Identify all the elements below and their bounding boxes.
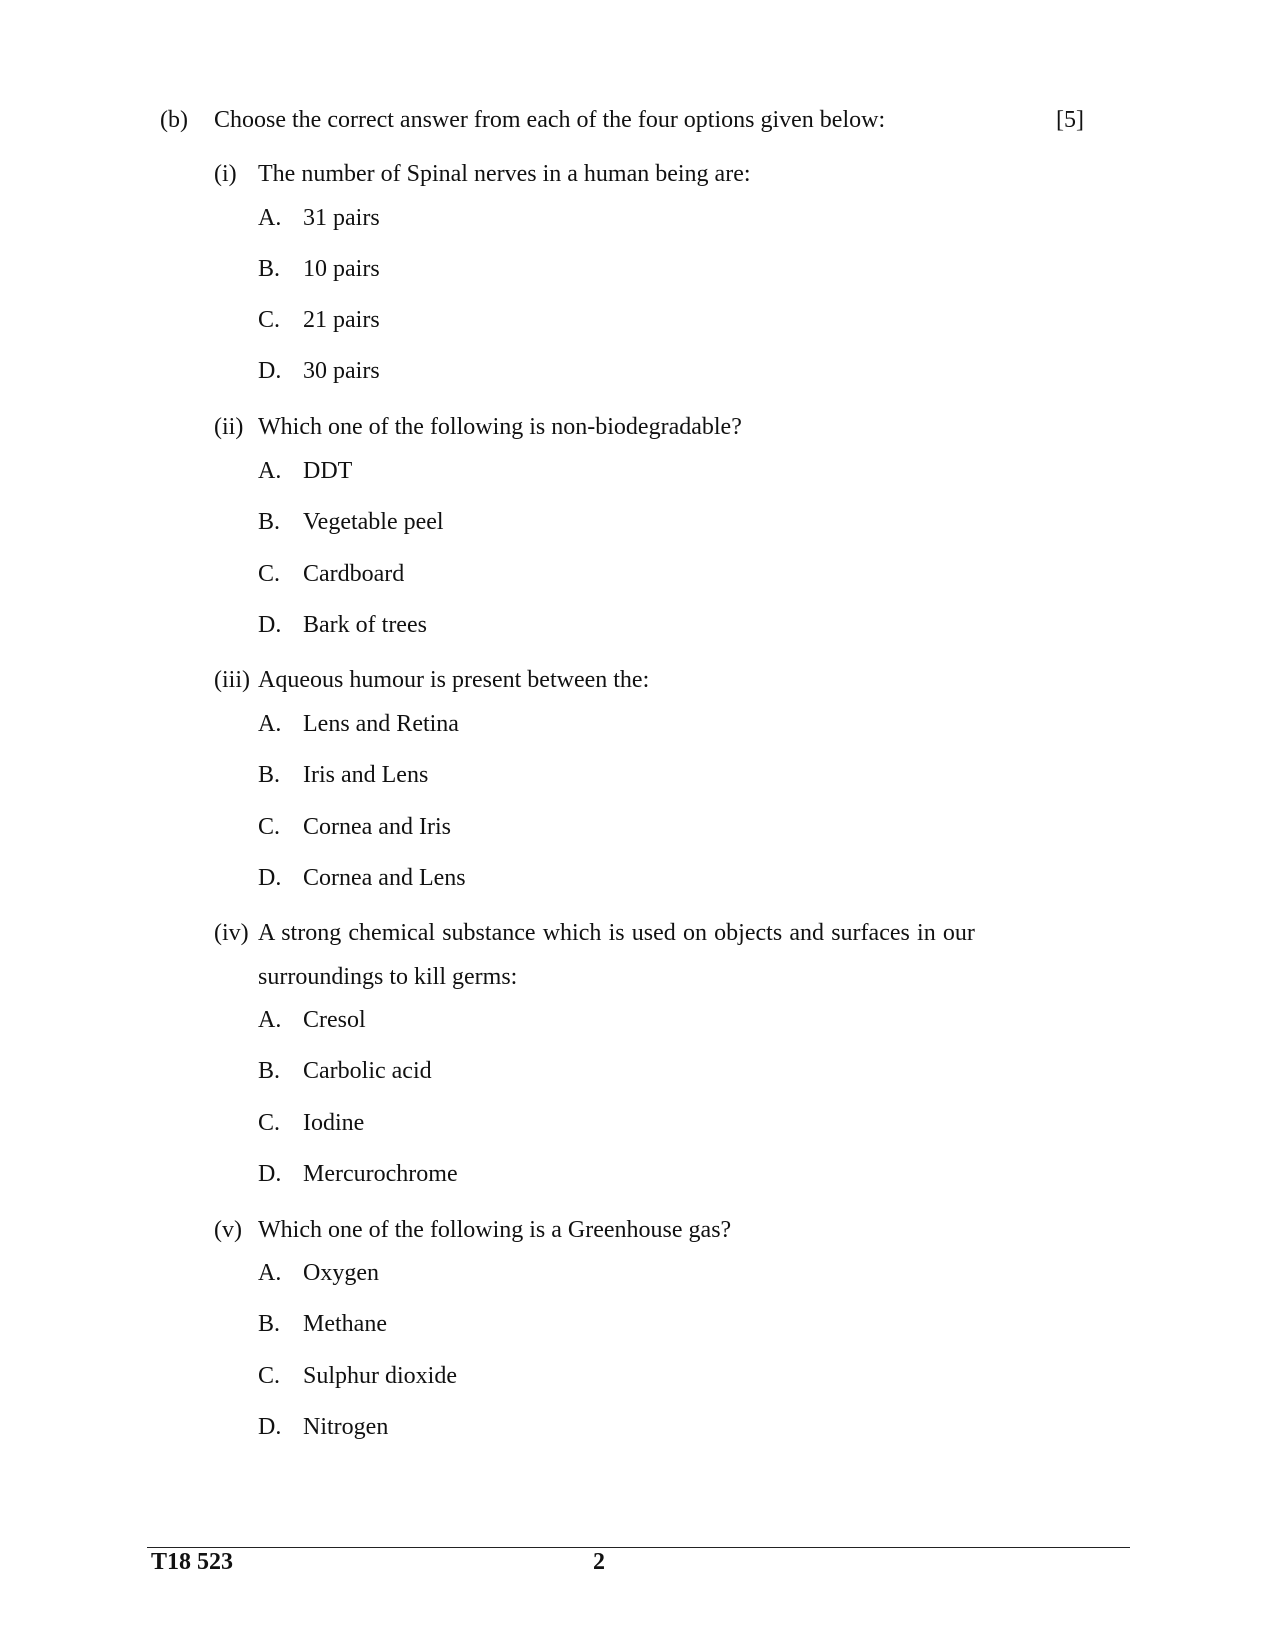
option-text: Lens and Retina bbox=[303, 711, 459, 737]
section-label: (b) bbox=[160, 107, 188, 133]
option-text: Iris and Lens bbox=[303, 762, 429, 788]
option-text: Iodine bbox=[303, 1110, 365, 1136]
option-text: Vegetable peel bbox=[303, 509, 444, 535]
option-letter: C. bbox=[258, 307, 281, 333]
option-text: Mercurochrome bbox=[303, 1161, 458, 1187]
option-letter: C. bbox=[258, 1363, 281, 1389]
paper-code: T18 523 bbox=[151, 1549, 234, 1575]
section-instruction: Choose the correct answer from each of the four options given below: bbox=[214, 107, 886, 133]
option-letter: C. bbox=[258, 1110, 281, 1136]
option-text: Carbolic acid bbox=[303, 1058, 432, 1084]
question-text: Which one of the following is non-biodegradable? bbox=[258, 414, 742, 440]
option-text: Cresol bbox=[303, 1007, 366, 1033]
question-text: The number of Spinal nerves in a human being are: bbox=[258, 161, 751, 187]
question-number: (i) bbox=[214, 161, 237, 187]
option-letter: A. bbox=[258, 711, 282, 737]
option-text: Nitrogen bbox=[303, 1414, 389, 1440]
option-letter: A. bbox=[258, 458, 282, 484]
option-text: 10 pairs bbox=[303, 256, 380, 282]
question-number: (v) bbox=[214, 1217, 242, 1243]
question-number: (iv) bbox=[214, 920, 249, 946]
page-number: 2 bbox=[593, 1549, 605, 1575]
option-letter: A. bbox=[258, 1260, 282, 1286]
option-text: Oxygen bbox=[303, 1260, 379, 1286]
option-text: Cardboard bbox=[303, 561, 405, 587]
question-number: (iii) bbox=[214, 667, 250, 693]
question-number: (ii) bbox=[214, 414, 244, 440]
option-letter: B. bbox=[258, 509, 281, 535]
option-text: Bark of trees bbox=[303, 612, 427, 638]
option-text: 31 pairs bbox=[303, 205, 380, 231]
option-letter: D. bbox=[258, 1414, 282, 1440]
option-text: Cornea and Lens bbox=[303, 865, 466, 891]
option-letter: B. bbox=[258, 762, 281, 788]
question-text: A strong chemical substance which is used on objects and surfaces in our bbox=[258, 920, 975, 946]
option-text: 21 pairs bbox=[303, 307, 380, 333]
footer-divider bbox=[147, 1547, 1130, 1548]
question-text: Aqueous humour is present between the: bbox=[258, 667, 650, 693]
option-letter: B. bbox=[258, 256, 281, 282]
option-letter: A. bbox=[258, 205, 282, 231]
option-text: Methane bbox=[303, 1311, 387, 1337]
option-letter: B. bbox=[258, 1058, 281, 1084]
option-letter: C. bbox=[258, 561, 281, 587]
option-text: 30 pairs bbox=[303, 358, 380, 384]
option-letter: B. bbox=[258, 1311, 281, 1337]
option-text: DDT bbox=[303, 458, 353, 484]
option-letter: C. bbox=[258, 814, 281, 840]
question-text-continued: surroundings to kill germs: bbox=[258, 964, 518, 990]
question-text: Which one of the following is a Greenhouse gas? bbox=[258, 1217, 732, 1243]
option-text: Sulphur dioxide bbox=[303, 1363, 457, 1389]
option-letter: D. bbox=[258, 612, 282, 638]
option-text: Cornea and Iris bbox=[303, 814, 451, 840]
option-letter: A. bbox=[258, 1007, 282, 1033]
section-marks: [5] bbox=[1056, 107, 1084, 133]
option-letter: D. bbox=[258, 865, 282, 891]
option-letter: D. bbox=[258, 358, 282, 384]
option-letter: D. bbox=[258, 1161, 282, 1187]
